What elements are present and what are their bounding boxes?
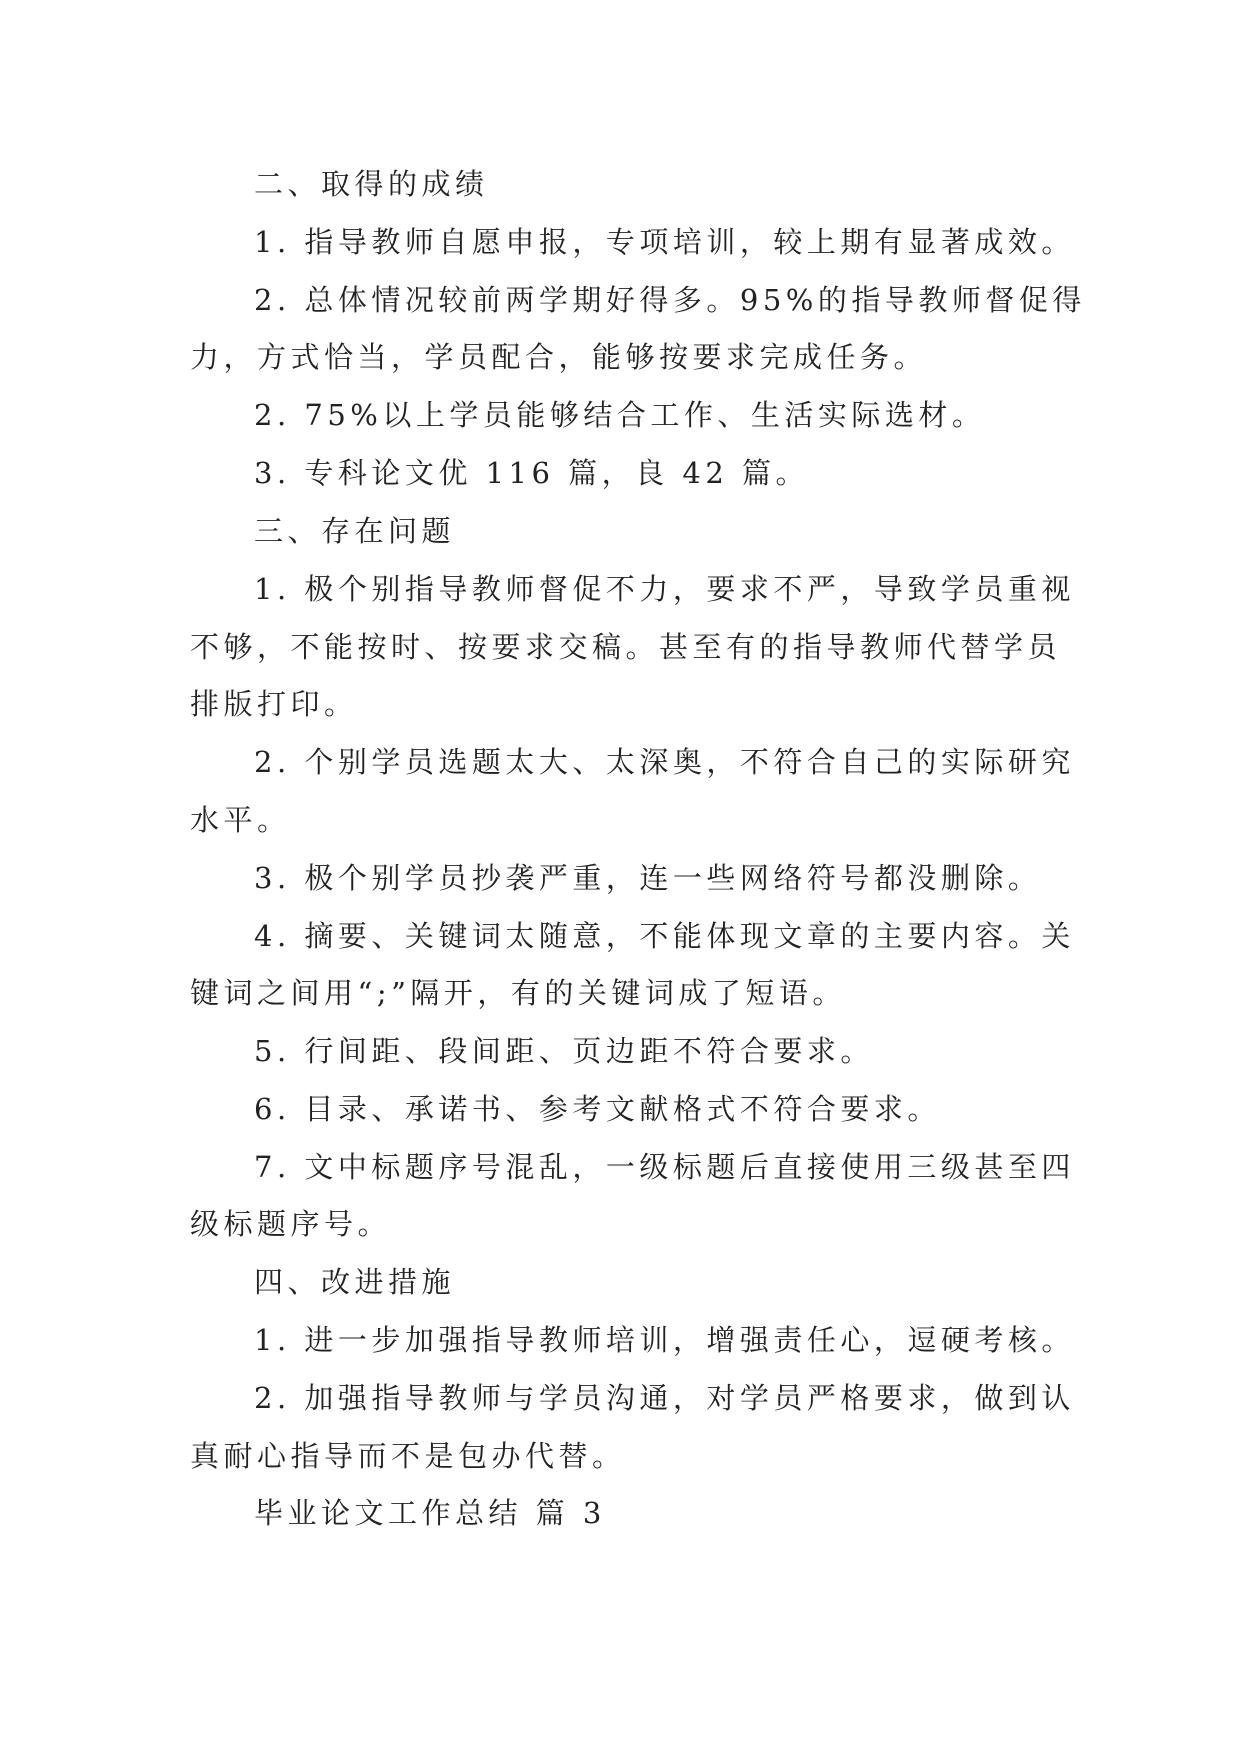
paragraph-line: 级标题序号。 [190,1207,392,1241]
paragraph-line: 1. 进一步加强指导教师培训，增强责任心，逗硬考核。 [254,1323,1075,1357]
paragraph-line: 4. 摘要、关键词太随意，不能体现文章的主要内容。关 [254,919,1075,953]
paragraph-line: 2. 个别学员选题太大、太深奥，不符合自己的实际研究 [254,745,1075,779]
paragraph-line: 7. 文中标题序号混乱，一级标题后直接使用三级甚至四 [254,1150,1075,1184]
paragraph-line: 不够，不能按时、按要求交稿。甚至有的指导教师代替学员 [190,630,1062,664]
paragraph-line: 2. 总体情况较前两学期好得多。95%的指导教师督促得 [254,283,1086,317]
section-heading-problems: 三、存在问题 [254,514,456,548]
paragraph-line: 力，方式恰当，学员配合，能够按要求完成任务。 [190,340,928,374]
paragraph-line: 2. 加强指导教师与学员沟通，对学员严格要求，做到认 [254,1381,1075,1415]
paragraph-line: 水平。 [190,803,291,837]
paragraph-line: 排版打印。 [190,687,358,721]
article-title: 毕业论文工作总结 篇 3 [254,1496,606,1530]
paragraph-line: 6. 目录、承诺书、参考文献格式不符合要求。 [254,1092,941,1126]
paragraph-line: 真耐心指导而不是包办代替。 [190,1439,626,1473]
paragraph-line: 2. 75%以上学员能够结合工作、生活实际选材。 [254,398,986,432]
paragraph-line: 3. 极个别学员抄袭严重，连一些网络符号都没删除。 [254,861,1042,895]
paragraph-line: 5. 行间距、段间距、页边距不符合要求。 [254,1034,874,1068]
paragraph-line: 1. 极个别指导教师督促不力，要求不严，导致学员重视 [254,572,1075,606]
section-heading-achievements: 二、取得的成绩 [254,167,489,201]
paragraph-line: 1. 指导教师自愿申报，专项培训，较上期有显著成效。 [254,225,1075,259]
paragraph-line: 键词之间用“;”隔开，有的关键词成了短语。 [190,976,846,1010]
section-heading-improvements: 四、改进措施 [254,1265,456,1299]
paragraph-line: 3. 专科论文优 116 篇，良 42 篇。 [254,456,810,490]
